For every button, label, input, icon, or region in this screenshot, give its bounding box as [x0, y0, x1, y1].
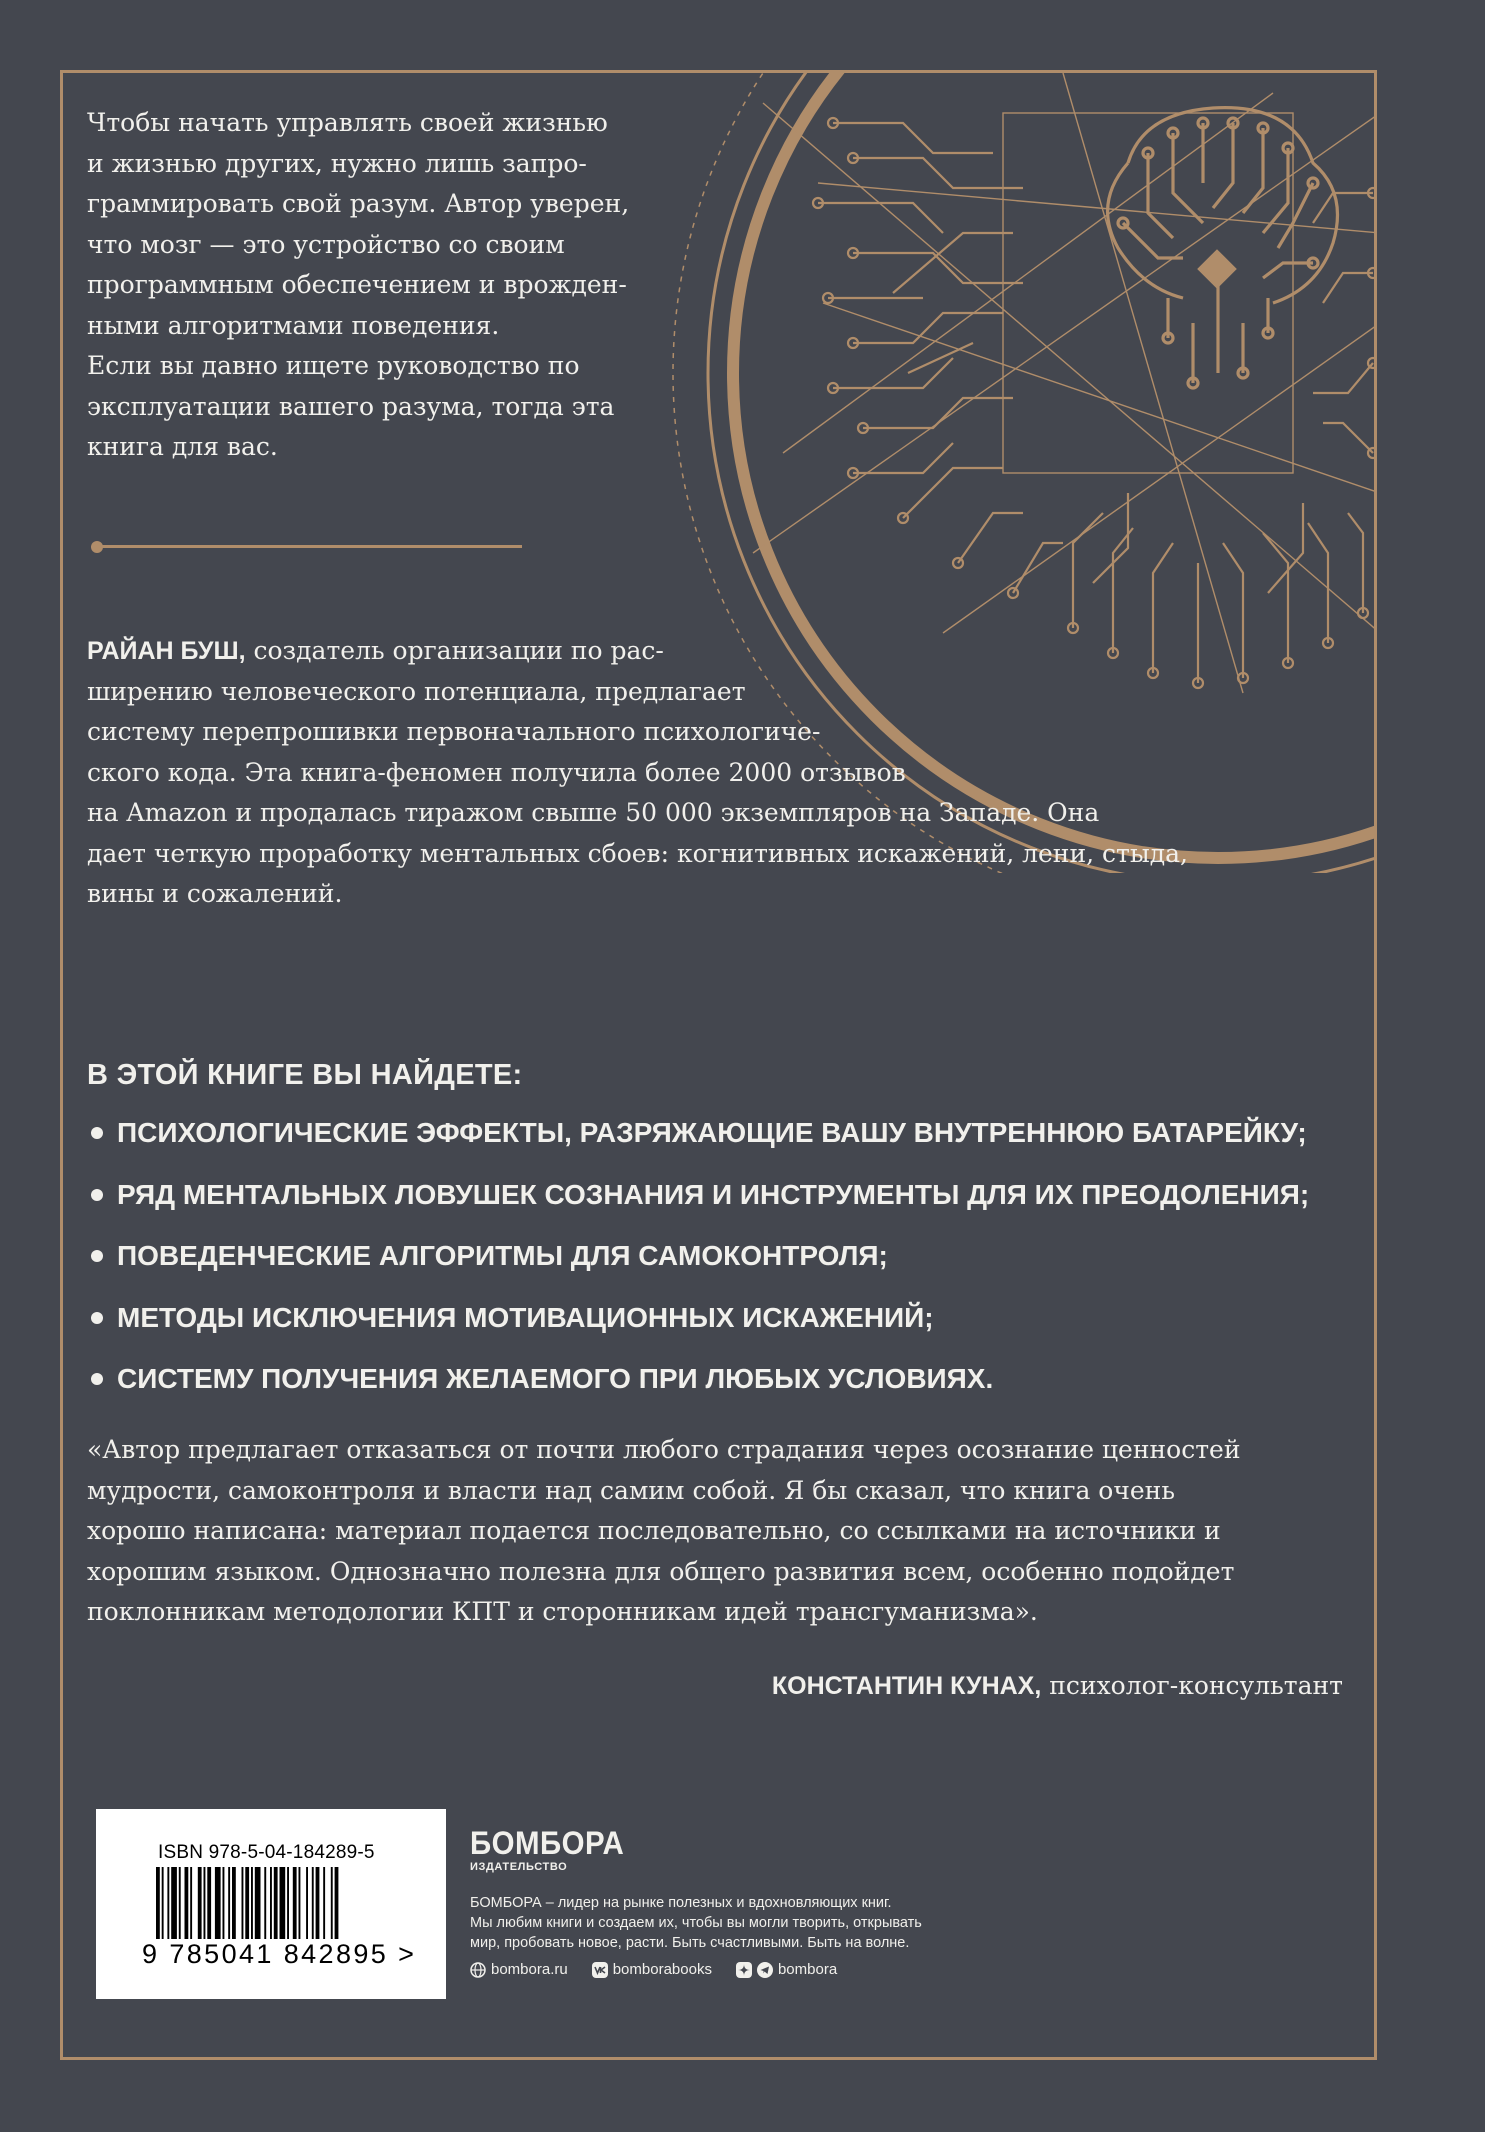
cover-frame	[60, 70, 1377, 2060]
dzen-icon	[736, 1962, 752, 1978]
author-name: РАЙАН БУШ,	[87, 637, 246, 665]
vk-icon	[592, 1962, 608, 1978]
bullet-icon	[91, 1312, 103, 1324]
feature-item: РЯД МЕНТАЛЬНЫХ ЛОВУШЕК СОЗНАНИЯ И ИНСТРУМЕНТЫ ДЛЯ ИХ ПРЕОДОЛЕНИЯ;	[87, 1177, 1367, 1239]
quote-signature	[772, 1671, 1343, 1701]
publisher-subtitle: ИЗДАТЕЛЬСТВО	[470, 1861, 568, 1873]
features-list	[87, 1115, 1367, 1423]
features-title: В ЭТОЙ КНИГЕ ВЫ НАЙДЕТЕ:	[87, 1059, 523, 1091]
barcode-bars	[156, 1867, 392, 1939]
bullet-icon	[91, 1189, 103, 1201]
feature-item: ПОВЕДЕНЧЕСКИЕ АЛГОРИТМЫ ДЛЯ САМОКОНТРОЛЯ;	[87, 1238, 1367, 1300]
barcode-digits: 9 785041 842895 >	[142, 1939, 417, 1969]
social-telegram[interactable]: bombora	[736, 1961, 837, 1978]
publisher-logo: БОМБОРА	[470, 1825, 625, 1861]
publisher-description: БОМБОРА – лидер на рынке полезных и вдохновляющих книг. Мы любим книги и создаем их, чтобы вы могли творить, открывать мир, пробовать новое, расти. Быть счастливыми. Быть на волне.	[470, 1895, 922, 1951]
barcode-box	[96, 1809, 446, 1999]
quote-author-role: психолог-консультант	[1041, 1671, 1343, 1700]
feature-item: СИСТЕМУ ПОЛУЧЕНИЯ ЖЕЛАЕМОГО ПРИ ЛЮБЫХ УСЛОВИЯХ.	[87, 1361, 1367, 1423]
bullet-icon	[91, 1127, 103, 1139]
intro-paragraph: Чтобы начать управлять своей жизнью и жизнью других, нужно лишь запро- граммировать свой разум. Автор уверен, что мозг — это устройство со своим программным обеспечением и врожден- ными алгоритмами поведения. Если вы давно ищете руководство по эксплуатации вашего разума, тогда эта книга для вас.	[87, 108, 630, 461]
quote-author-name: КОНСТАНТИН КУНАХ,	[771, 1672, 1042, 1700]
publisher-block	[470, 1826, 1030, 1978]
feature-item: ПСИХОЛОГИЧЕСКИЕ ЭФФЕКТЫ, РАЗРЯЖАЮЩИЕ ВАШУ ВНУТРЕННЮЮ БАТАРЕЙКУ;	[87, 1115, 1367, 1177]
bullet-icon	[91, 1373, 103, 1385]
telegram-icon	[757, 1962, 773, 1978]
feature-item: МЕТОДЫ ИСКЛЮЧЕНИЯ МОТИВАЦИОННЫХ ИСКАЖЕНИЙ;	[87, 1300, 1367, 1362]
bullet-icon	[91, 1250, 103, 1262]
author-bio: РАЙАН БУШ, создатель организации по рас- ширению человеческого потенциала, предлагает систему перепрошивки первоначального психологиче- ского кода. Эта книга-феномен получила более 2000 отзывов на Amazon и продалась тиражом свыше 50 000 экземпляров на Западе. Она дает четкую проработку ментальных сбоев: когнитивных искажений, лени, стыда, вины и сожалений.	[87, 636, 1189, 908]
social-vk[interactable]: bomborabooks	[592, 1961, 712, 1978]
section-divider	[97, 545, 522, 548]
social-website[interactable]: bombora.ru	[470, 1961, 568, 1978]
review-quote: «Автор предлагает отказаться от почти любого страдания через осознание ценностей мудрости, самоконтроля и власти над самим собой. Я бы сказал, что книга очень хорошо написана: материал подается последовательно, со ссылками на источники и хорошим языком. Однозначно полезна для общего развития всем, особенно подойдет поклонникам методологии КПТ и сторонникам идей трансгуманизма».	[87, 1435, 1241, 1626]
globe-icon	[470, 1962, 486, 1978]
publisher-social	[470, 1961, 1030, 1978]
isbn-text: ISBN 978-5-04-184289-5	[158, 1842, 375, 1863]
